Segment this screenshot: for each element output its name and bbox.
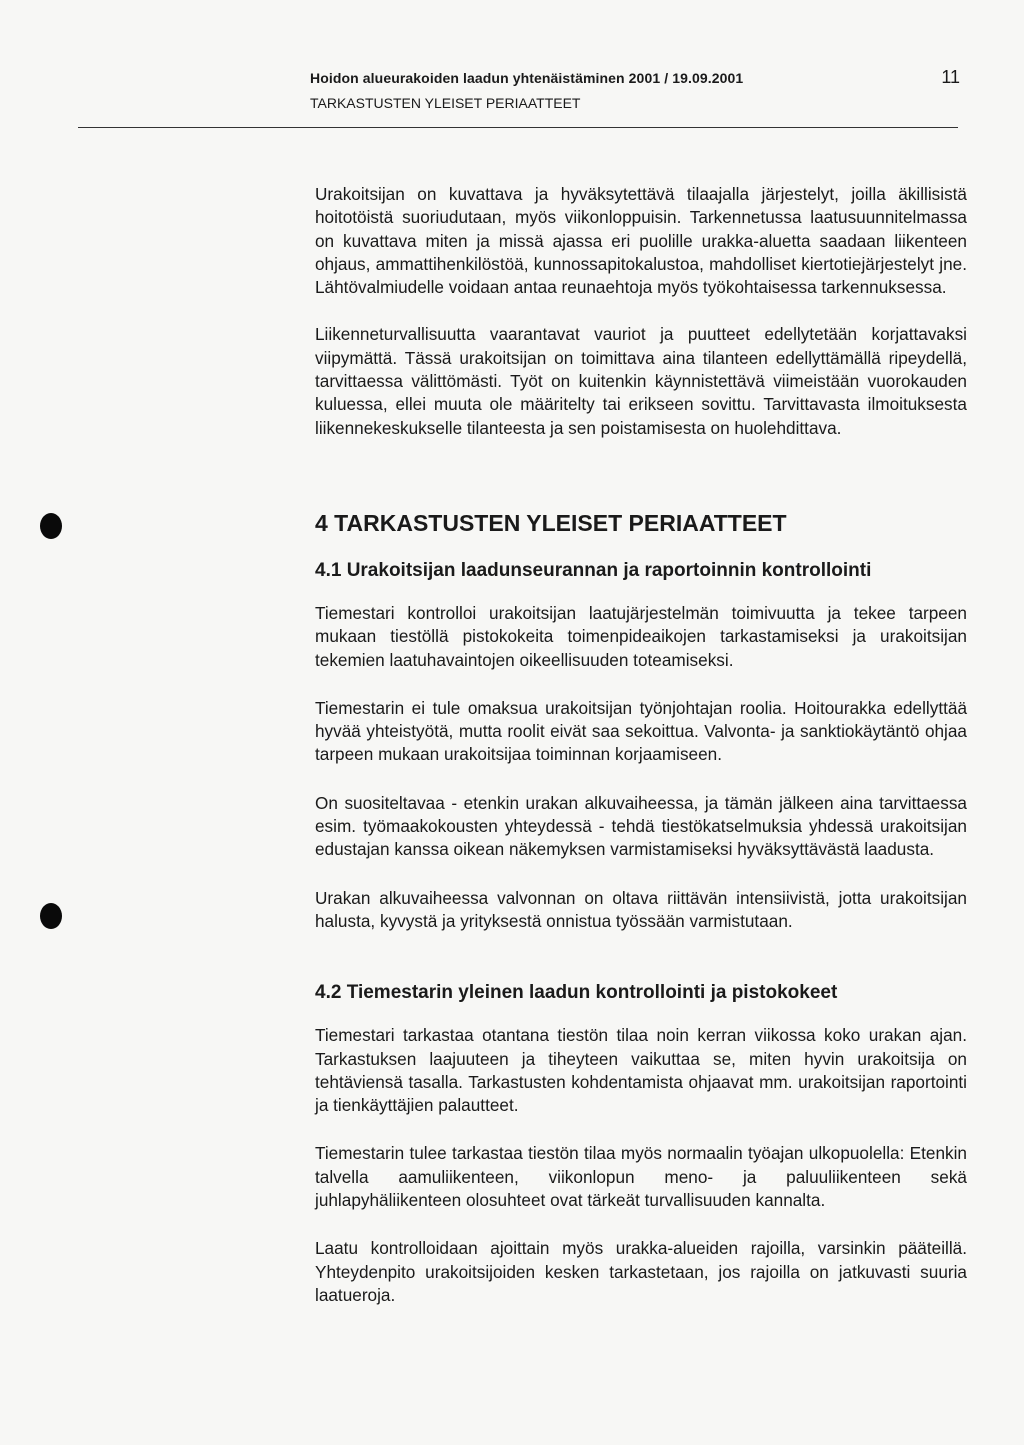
paragraph: Tiemestarin tulee tarkastaa tiestön tilaa myös normaalin työajan ulkopuolella: Etenkin talvella aamuliikenteen, viikonlopun meno- ja paluuliikenteen sekä juhlapyhäliikenteen olosuhteet ovat tärkeät turvallisuuden kannalta. — [315, 1143, 967, 1211]
section-heading: 4 TARKASTUSTEN YLEISET PERIAATTEET — [315, 509, 787, 536]
page-header — [310, 67, 960, 111]
paragraph: Tiemestari kontrolloi urakoitsijan laatujärjestelmän toimivuutta ja tekee tarpeen mukaan tiestöllä pistokokeita toimenpideaikojen tarkastamiseksi ja urakoitsijan tekemien laatuhavaintojen oikeellisuuden toteamiseksi. — [315, 602, 967, 670]
paragraph: On suositeltavaa - etenkin urakan alkuvaiheessa, ja tämän jälkeen aina tarvittaessa esim. työmaakokousten yhteydessä - tehdä tiestökatselmuksia yhdessä urakoitsijan edustajan kanssa oikean näkemyksen varmistamiseksi hyväksyttävästä laadusta. — [315, 792, 967, 860]
subsection-heading: 4.1 Urakoitsijan laadunseurannan ja raportoinnin kontrollointi — [315, 559, 872, 581]
header-title: Hoidon alueurakoiden laadun yhtenäistäminen 2001 / 19.09.2001 — [310, 70, 744, 86]
header-subtitle: TARKASTUSTEN YLEISET PERIAATTEET — [310, 95, 581, 111]
header-divider — [78, 127, 958, 128]
punch-hole-top — [40, 513, 62, 539]
paragraph: Liikenneturvallisuutta vaarantavat vauriot ja puutteet edellytetään korjattavaksi viipymättä. Tässä urakoitsijan on toimittava aina tilanteen edellyttämällä ripeydellä, tarvittaessa välittömästi. Työt on kuitenkin käynnistettävä viimeistään vuorokauden kuluessa, ellei muuta ole määritelty tai erikseen sovittu. Tarvittavasta ilmoituksesta liikennekeskukselle tilanteesta ja sen poistamisesta on huolehdittava. — [315, 324, 967, 438]
page-number: 11 — [941, 67, 960, 87]
paragraph: Tiemestarin ei tule omaksua urakoitsijan työnjohtajan roolia. Hoitourakka edellyttää hyvää yhteistyötä, mutta roolit eivät saa sekoittua. Valvonta- ja sanktiokäytäntö ohjaa tarpeen mukaan urakoitsijaa toiminnan korjaamiseen. — [315, 697, 967, 765]
paragraph: Laatu kontrolloidaan ajoittain myös urakka-alueiden rajoilla, varsinkin pääteillä. Yhteydenpito urakoitsijoiden kesken tarkastetaan, jos rajoilla on jatkuvasti suuria laatueroja. — [315, 1238, 967, 1305]
paragraph: Urakan alkuvaiheessa valvonnan on oltava riittävän intensiivistä, jotta urakoitsijan halusta, kyvystä ja yrityksestä onnistua työssään varmistutaan. — [315, 887, 967, 931]
paragraph: Tiemestari tarkastaa otantana tiestön tilaa noin kerran viikossa koko urakan ajan. Tarkastuksen laajuuteen ja tiheyteen vaikuttaa se, miten hyvin urakoitsija on tehtäviensä tasalla. Tarkastusten kohdentamista ohjaavat mm. urakoitsijan raportointi ja tienkäyttäjien palautteet. — [315, 1025, 967, 1116]
subsection-heading: 4.2 Tiemestarin yleinen laadun kontrollointi ja pistokokeet — [315, 982, 838, 1004]
page-body — [315, 183, 967, 1307]
paragraph: Urakoitsijan on kuvattava ja hyväksytettävä tilaajalla järjestelyt, joilla äkillisistä hoitotöistä suoriudutaan, myös viikonloppuisin. Tarkennetussa laatusuunnitelmassa on kuvattava miten ja missä ajassa eri puolille urakka-aluetta saadaan liikenteen ohjaus, ammattihenkilöstöä, kunnossapitokalustoa, mahdolliset kiertotiejärjestelyt jne. Lähtövalmiudelle voidaan antaa reunaehtoja myös työkohtaisessa tarkennuksessa. — [315, 184, 967, 298]
punch-hole-bottom — [40, 903, 62, 929]
